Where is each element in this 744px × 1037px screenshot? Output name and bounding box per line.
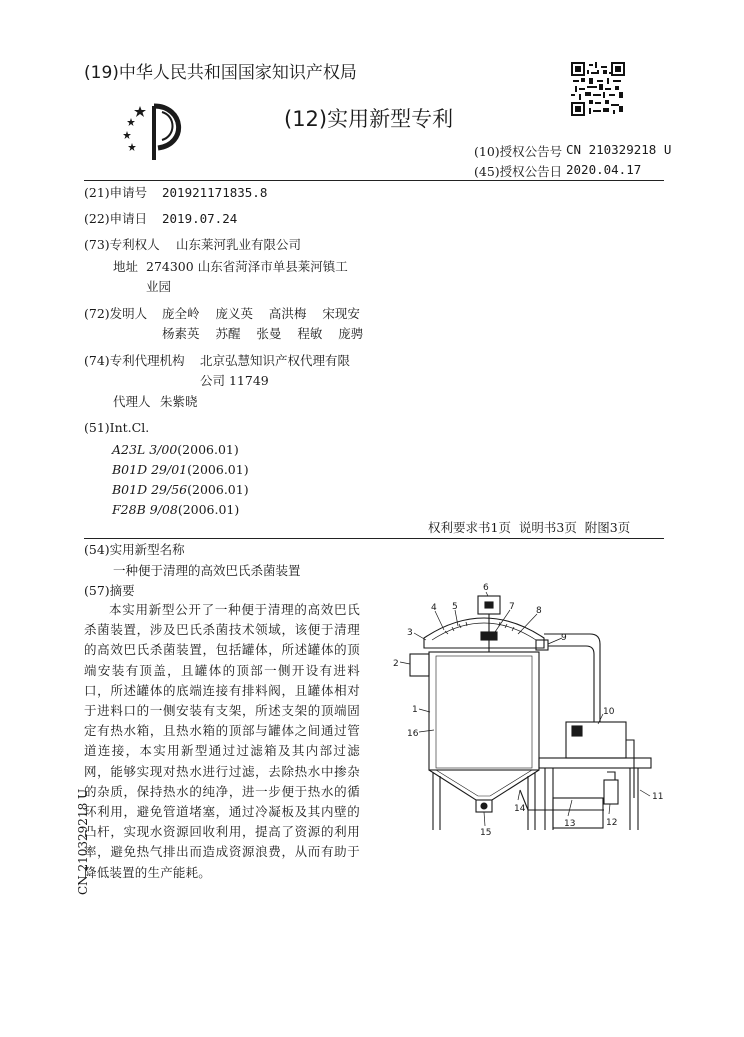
ipc-version: (2006.01) xyxy=(177,442,239,457)
agent: 朱紫晓 xyxy=(160,394,198,409)
agency-line-2: 公司 11749 xyxy=(200,373,269,388)
callout-3: 3 xyxy=(407,628,413,638)
utility-model-name-label: (54)实用新型名称 xyxy=(84,542,185,557)
address-line-1: 274300 山东省菏泽市单县莱河镇工 xyxy=(146,259,348,274)
side-publication-number: CN 210329218 U xyxy=(76,788,90,895)
address-label: 地址 xyxy=(113,259,139,274)
pump xyxy=(604,780,618,804)
agent-label: 代理人 xyxy=(113,394,151,409)
inventors-line-2: 杨素英 苏醒 张曼 程敏 庞骋 xyxy=(162,326,364,341)
page-counts: 权利要求书1页 说明书3页 附图3页 xyxy=(428,520,631,535)
abstract-text: 本实用新型公开了一种便于清理的高效巴氏杀菌装置，涉及巴氏杀菌技术领域，该便于清理的高效巴氏杀菌装置，包括罐体，所述罐体的顶端安装有顶盖，且罐体的顶部一侧开设有进料口，所述罐体的底端连接有排料阀，且罐体相对于进料口的一侧安装有支架，所述支架的顶端固定有热水箱，且热水箱的顶部与罐体之间通过管道连接，本实用新型通过过滤箱及其内部过滤网，能够实现对热水进行过滤，去除热水中掺杂的杂质，保持热水的纯净，进一步便于热水的循环利用，避免管道堵塞，通过冷凝板及其内壁的凸杆，实现水资源回收利用，提高了资源的利用率，避免热气排出而造成资源浪费，从而有助于降低装置的生产能耗。 xyxy=(84,602,360,880)
ipc-code: F28B 9/08 xyxy=(112,502,178,517)
filing-date: 2019.07.24 xyxy=(162,211,238,226)
pub-date: 2020.04.17 xyxy=(566,162,642,177)
callout-6: 6 xyxy=(483,583,489,593)
callout-2: 2 xyxy=(393,659,399,669)
office-name: (19)中华人民共和国国家知识产权局 xyxy=(84,63,357,83)
callout-5: 5 xyxy=(452,602,458,612)
callout-11: 11 xyxy=(652,792,664,802)
callout-8: 8 xyxy=(536,606,542,616)
utility-model-name: 一种便于清理的高效巴氏杀菌装置 xyxy=(113,563,301,578)
ipc-row xyxy=(112,480,249,500)
callout-12: 12 xyxy=(606,818,618,828)
tank-body xyxy=(429,652,539,770)
pub-number: CN 210329218 U xyxy=(566,142,672,157)
ipc-row xyxy=(112,460,249,480)
ipc-code: B01D 29/56 xyxy=(112,482,188,497)
ipc-version: (2006.01) xyxy=(187,482,249,497)
ipc-row xyxy=(112,440,239,460)
device-figure xyxy=(384,578,670,844)
abstract-label: (57)摘要 xyxy=(84,583,135,598)
tank-liner xyxy=(436,656,532,768)
inventors-label: (72)发明人 xyxy=(84,306,148,321)
inventors-line-1: 庞全岭 庞义英 高洪梅 宋现安 xyxy=(162,306,360,321)
filing-date-label: (22)申请日 xyxy=(84,211,148,226)
patent-type: (12)实用新型专利 xyxy=(284,107,454,131)
callout-16: 16 xyxy=(407,729,419,739)
qr-code xyxy=(571,62,625,116)
app-no-label: (21)申请号 xyxy=(84,185,148,200)
callout-1: 1 xyxy=(412,705,418,715)
callout-9: 9 xyxy=(561,633,567,643)
ipc-code: B01D 29/01 xyxy=(112,462,188,477)
callout-14: 14 xyxy=(514,804,526,814)
address-line-2: 业园 xyxy=(146,279,172,294)
agency-label: (74)专利代理机构 xyxy=(84,353,185,368)
ipc-version: (2006.01) xyxy=(177,502,240,517)
app-no: 201921171835.8 xyxy=(162,185,268,200)
callout-13: 13 xyxy=(564,819,576,829)
lower-box xyxy=(553,798,603,828)
section-rule xyxy=(84,538,664,539)
header-rule xyxy=(84,180,664,181)
inlet xyxy=(410,654,429,676)
callout-15: 15 xyxy=(480,828,492,838)
callout-4: 4 xyxy=(431,603,437,613)
callout-10: 10 xyxy=(603,707,615,717)
valve-7 xyxy=(481,632,497,640)
intcl-label: (51)Int.Cl. xyxy=(84,420,150,435)
pub-date-label: (45)授权公告日 xyxy=(474,164,563,179)
patentee: 山东莱河乳业有限公司 xyxy=(176,237,302,252)
ipc-row xyxy=(112,500,239,520)
ipc-version: (2006.01) xyxy=(187,462,249,477)
office-logo xyxy=(118,100,190,164)
ipc-code: A23L 3/00 xyxy=(112,442,178,457)
agency-line-1: 北京弘慧知识产权代理有限 xyxy=(200,353,351,368)
pub-number-label: (10)授权公告号 xyxy=(474,144,563,159)
callout-7: 7 xyxy=(509,602,515,612)
patentee-label: (73)专利权人 xyxy=(84,237,160,252)
